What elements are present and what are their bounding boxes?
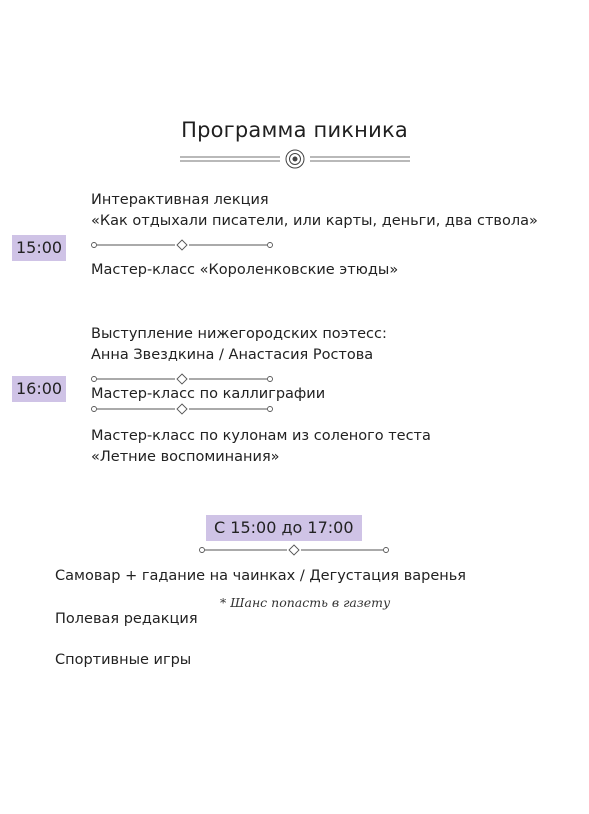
- page-title: Программа пикника: [181, 118, 408, 142]
- event-line: Мастер-класс «Короленковские этюды»: [91, 262, 399, 278]
- event-line: Мастер-класс по каллиграфии: [91, 386, 326, 402]
- event-line: Выступление нижегородских поэтесс:: [91, 326, 387, 342]
- activity-item: Спортивные игры: [55, 652, 192, 668]
- divider-ornament: [91, 239, 273, 251]
- time-badge-1500: 15:00: [12, 235, 66, 261]
- activity-item: Полевая редакция: [55, 611, 198, 627]
- event-line: Мастер-класс по кулонам из соленого теста: [91, 428, 431, 444]
- event-line: «Как отдыхали писатели, или карты, деньги, два ствола»: [91, 213, 538, 229]
- event-line: Интерактивная лекция: [91, 192, 269, 208]
- title-ornament: [180, 150, 410, 170]
- event-line: «Летние воспоминания»: [91, 449, 280, 465]
- activity-item: Самовар + гадание на чаинках / Дегустация варенья: [55, 568, 467, 584]
- divider-ornament: [199, 544, 389, 556]
- event-line: Анна Звездкина / Анастасия Ростова: [91, 347, 374, 363]
- time-range-badge: С 15:00 до 17:00: [206, 515, 362, 541]
- time-badge-1600: 16:00: [12, 376, 66, 402]
- handwritten-note: * Шанс попасть в газету: [220, 595, 391, 610]
- divider-ornament: [91, 403, 273, 415]
